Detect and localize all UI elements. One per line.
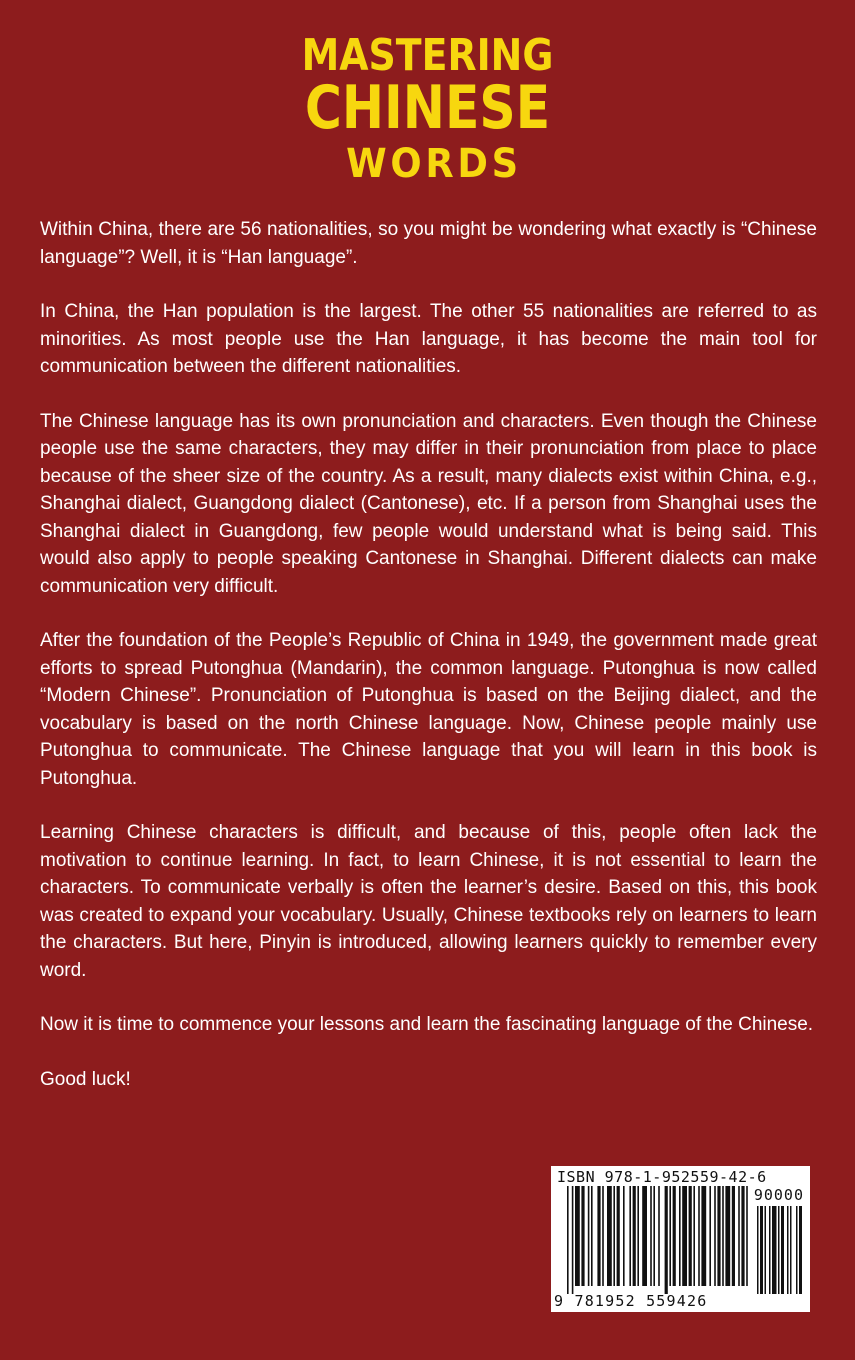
title-line-mastering: MASTERING [301,30,554,81]
paragraph-han-population: In China, the Han population is the largest. The other 55 nationalities are referred to as minorities. As most people use the Han language, it has become the main tool for communication between the different nationalities. [40,301,817,377]
isbn-barcode [551,1166,810,1312]
ean-number: 9 781952 559426 [554,1292,708,1310]
barcode-bars-graphic [551,1166,810,1312]
paragraph-commence-lessons: Now it is time to commence your lessons and learn the fascinating language of the Chinese. [40,1014,814,1035]
paragraph-good-luck: Good luck! [40,1068,131,1090]
isbn-label: ISBN 978-1-952559-42-6 [557,1168,767,1186]
title-line-words: WORDS [346,141,522,187]
cover-body-text [40,216,817,1120]
paragraph-putonghua: After the foundation of the People’s Republic of China in 1949, the government made great efforts to spread Putonghua (Mandarin), the common language. Putonghua is now called “Modern Chinese”. Pronunciation of Putonghua is based on the Beijing dialect, and the vocabulary is based on the north Chinese language. Now, Chinese people mainly use Putonghua to communicate. The Chinese language that you will learn in this book is Putonghua. [40,630,817,789]
cover-title [0,30,855,187]
price-code: 90000 [753,1186,804,1204]
paragraph-nationalities: Within China, there are 56 nationalities, so you might be wondering what exactly is “Chinese language”? Well, it is “Han language”. [40,219,817,268]
paragraph-dialects: The Chinese language has its own pronunciation and characters. Even though the Chinese people use the same characters, they may differ in their pronunciation from place to place because of the sheer size of the country. As a result, many dialects exist within China, e.g., Shanghai dialect, Guangdong dialect (Cantonese), etc. If a person from Shanghai uses the Shanghai dialect in Guangdong, few people would understand what is being said. This would also apply to people speaking Cantonese in Shanghai. Different dialects can make communication very difficult. [40,410,817,597]
paragraph-learning-characters: Learning Chinese characters is difficult, and because of this, people often lack the motivation to continue learning. In fact, to learn Chinese, it is not essential to learn the characters. To communicate verbally is often the learner’s desire. Based on this, this book was created to expand your vocabulary. Usually, Chinese textbooks rely on learners to learn the characters. But here, Pinyin is introduced, allowing learners quickly to remember every word. [40,822,817,981]
title-line-chinese: CHINESE [304,73,551,143]
